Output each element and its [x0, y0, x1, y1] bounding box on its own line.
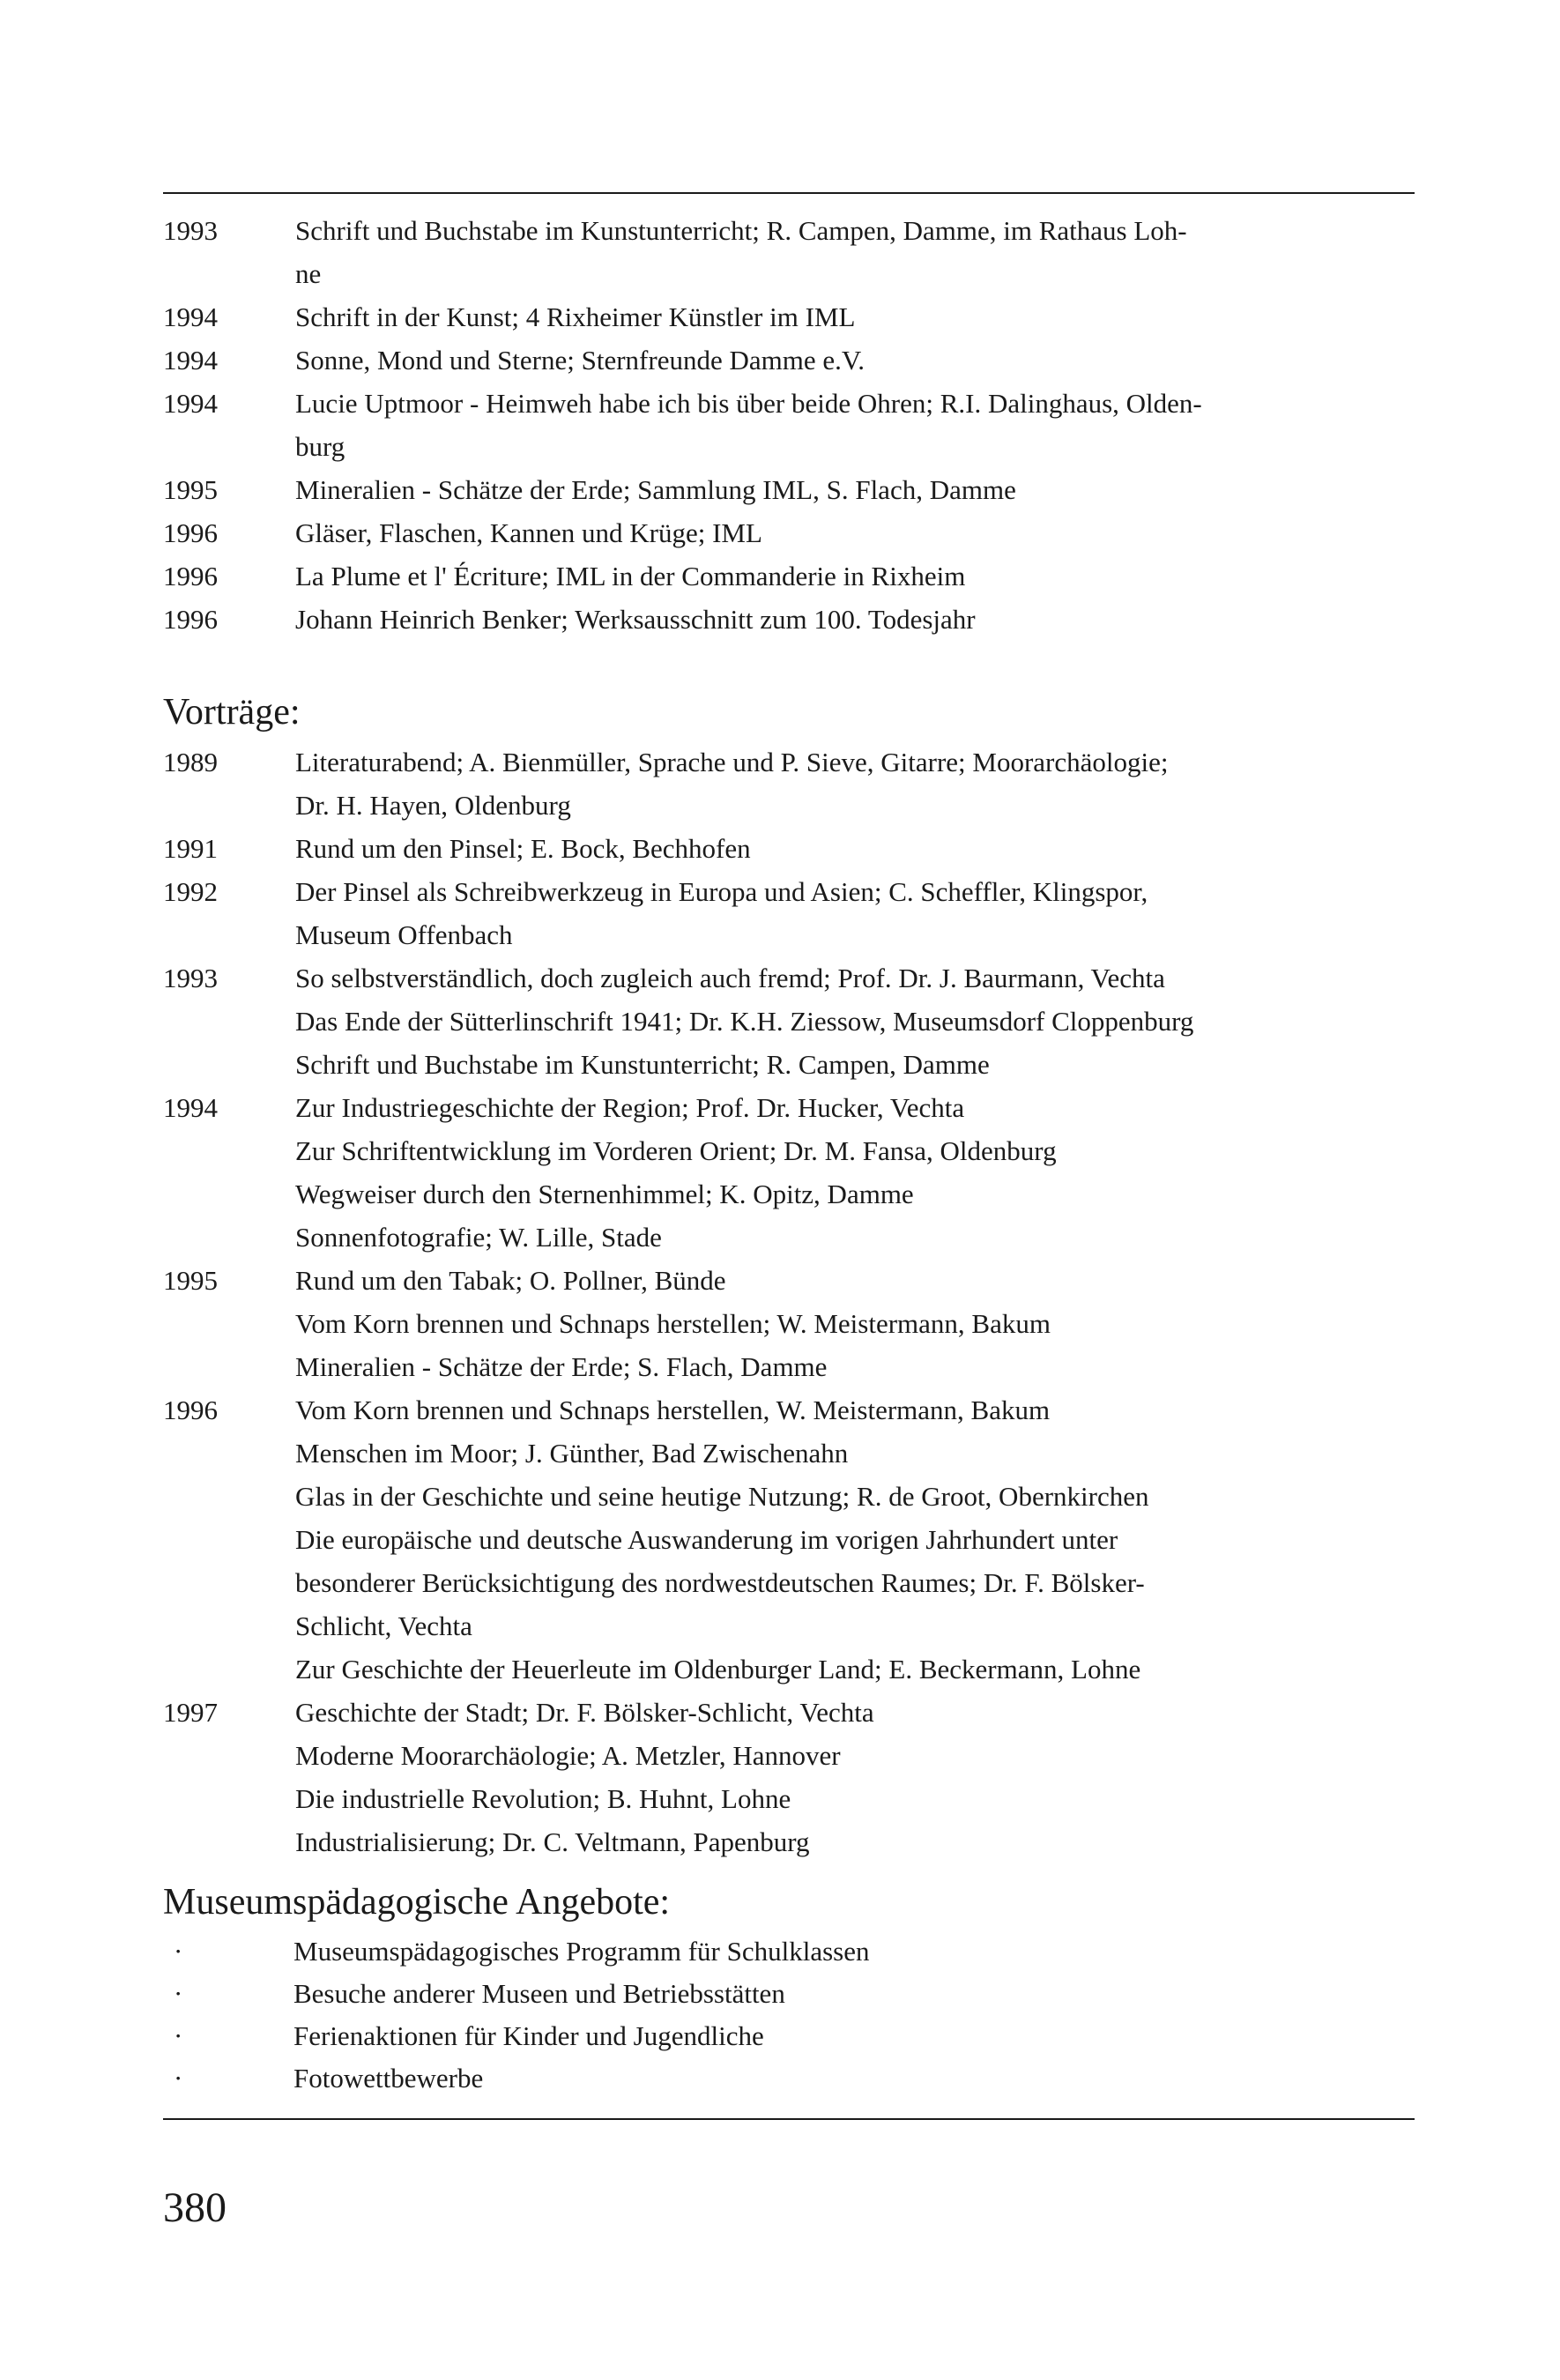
text-line: Schlicht, Vechta — [295, 1610, 472, 1641]
text-line: Zur Industriegeschichte der Region; Prof. Dr. Hucker, Vechta — [295, 1092, 965, 1123]
text-line: Menschen im Moor; J. Günther, Bad Zwischenahn — [295, 1438, 849, 1469]
list-item-text: Besuche anderer Museen und Betriebsstätten — [293, 1978, 785, 2009]
text-line: burg — [295, 431, 345, 462]
exhibitions-list — [163, 209, 1415, 641]
list-item — [163, 1086, 1415, 1259]
entry-text — [295, 1259, 1415, 1388]
text-line: Literaturabend; A. Bienmüller, Sprache und P. Sieve, Gitarre; Moorarchäologie; — [295, 747, 1169, 777]
bullet-icon: · — [174, 2020, 183, 2051]
text-line: Museum Offenbach — [295, 919, 513, 950]
entry-text — [295, 827, 1415, 870]
text-line: Vom Korn brennen und Schnaps herstellen, W. Meistermann, Bakum — [295, 1395, 1051, 1425]
text-line: Das Ende der Sütterlinschrift 1941; Dr. K.H. Ziessow, Museumsdorf Cloppenburg — [295, 1006, 1194, 1037]
year-label: 1994 — [163, 345, 218, 376]
text-line: Rund um den Tabak; O. Pollner, Bünde — [295, 1265, 726, 1296]
list-item — [163, 209, 1415, 295]
text-line: Gläser, Flaschen, Kannen und Krüge; IML — [295, 517, 762, 548]
text-line: Dr. H. Hayen, Oldenburg — [295, 790, 571, 821]
entry-text — [295, 870, 1415, 956]
entry-text — [295, 468, 1415, 511]
year-label: 1994 — [163, 388, 218, 419]
list-item-text: Ferienaktionen für Kinder und Jugendliche — [293, 2020, 764, 2051]
year-label: 1996 — [163, 561, 218, 591]
page-number: 380 — [163, 2184, 227, 2231]
text-line: Die industrielle Revolution; B. Huhnt, Lohne — [295, 1783, 791, 1814]
year-label: 1991 — [163, 833, 218, 864]
list-item — [163, 1973, 1415, 2015]
text-line: Moderne Moorarchäologie; A. Metzler, Hannover — [295, 1740, 841, 1771]
bullet-icon: · — [174, 1978, 183, 2009]
list-item — [163, 598, 1415, 641]
text-line: Geschichte der Stadt; Dr. F. Bölsker-Schlicht, Vechta — [295, 1697, 874, 1728]
year-label: 1996 — [163, 517, 218, 548]
text-line: Schrift und Buchstabe im Kunstunterricht; R. Campen, Damme — [295, 1049, 990, 1080]
list-item — [163, 2057, 1415, 2100]
list-item — [163, 382, 1415, 468]
text-line: ne — [295, 258, 322, 289]
entry-text — [295, 511, 1415, 554]
list-item — [163, 295, 1415, 338]
list-item — [163, 338, 1415, 382]
year-label: 1996 — [163, 1395, 218, 1425]
entry-text — [295, 554, 1415, 598]
year-label: 1992 — [163, 876, 218, 907]
list-item — [163, 468, 1415, 511]
year-label: 1994 — [163, 1092, 218, 1123]
text-line: Schrift und Buchstabe im Kunstunterricht; R. Campen, Damme, im Rathaus Loh- — [295, 215, 1187, 246]
text-line: Sonne, Mond und Sterne; Sternfreunde Damme e.V. — [295, 345, 865, 376]
list-item — [163, 511, 1415, 554]
bullet-icon: · — [174, 2063, 183, 2094]
text-line: Wegweiser durch den Sternenhimmel; K. Opitz, Damme — [295, 1179, 914, 1209]
lectures-heading: Vorträge: — [163, 692, 301, 733]
lectures-list — [163, 740, 1415, 1863]
list-item — [163, 2015, 1415, 2057]
text-line: Schrift in der Kunst; 4 Rixheimer Künstler im IML — [295, 301, 856, 332]
year-label: 1993 — [163, 963, 218, 993]
year-label: 1993 — [163, 215, 218, 246]
list-item — [163, 827, 1415, 870]
list-item-text: Fotowettbewerbe — [293, 2063, 484, 2094]
bottom-rule — [163, 2118, 1415, 2120]
text-line: Glas in der Geschichte und seine heutige Nutzung; R. de Groot, Obernkirchen — [295, 1481, 1149, 1512]
entry-text — [295, 1388, 1415, 1691]
entry-text — [295, 338, 1415, 382]
year-label: 1997 — [163, 1697, 218, 1728]
museum-education-list — [163, 1930, 1415, 2100]
entry-text — [295, 1086, 1415, 1259]
list-item-text: Museumspädagogisches Programm für Schulklassen — [293, 1936, 870, 1967]
list-item — [163, 956, 1415, 1086]
bullet-icon: · — [174, 1936, 183, 1967]
list-item — [163, 1388, 1415, 1691]
text-line: Zur Geschichte der Heuerleute im Oldenburger Land; E. Beckermann, Lohne — [295, 1654, 1141, 1685]
text-line: So selbstverständlich, doch zugleich auch fremd; Prof. Dr. J. Baurmann, Vechta — [295, 963, 1165, 993]
text-line: Zur Schriftentwicklung im Vorderen Orient; Dr. M. Fansa, Oldenburg — [295, 1135, 1057, 1166]
entry-text — [295, 956, 1415, 1086]
list-item — [163, 740, 1415, 827]
list-item — [163, 554, 1415, 598]
year-label: 1994 — [163, 301, 218, 332]
text-line: La Plume et l' Écriture; IML in der Commanderie in Rixheim — [295, 561, 966, 591]
text-line: Mineralien - Schätze der Erde; S. Flach, Damme — [295, 1351, 828, 1382]
text-line: Johann Heinrich Benker; Werksausschnitt zum 100. Todesjahr — [295, 604, 976, 635]
text-line: Rund um den Pinsel; E. Bock, Bechhofen — [295, 833, 751, 864]
list-item — [163, 1259, 1415, 1388]
text-line: Der Pinsel als Schreibwerkzeug in Europa und Asien; C. Scheffler, Klingspor, — [295, 876, 1148, 907]
list-item — [163, 1930, 1415, 1973]
entry-text — [295, 209, 1415, 295]
year-label: 1996 — [163, 604, 218, 635]
year-label: 1989 — [163, 747, 218, 777]
text-line: Die europäische und deutsche Auswanderung im vorigen Jahrhundert unter — [295, 1524, 1118, 1555]
entry-text — [295, 1691, 1415, 1863]
year-label: 1995 — [163, 474, 218, 505]
text-line: Lucie Uptmoor - Heimweh habe ich bis über beide Ohren; R.I. Dalinghaus, Olden- — [295, 388, 1202, 419]
museum-education-heading: Museumspädagogische Angebote: — [163, 1882, 671, 1923]
text-line: besonderer Berücksichtigung des nordwestdeutschen Raumes; Dr. F. Bölsker- — [295, 1567, 1145, 1598]
list-item — [163, 870, 1415, 956]
list-item — [163, 1691, 1415, 1863]
museum-education-section — [163, 1878, 1415, 2100]
text-line: Vom Korn brennen und Schnaps herstellen; W. Meistermann, Bakum — [295, 1308, 1051, 1339]
lectures-section — [163, 688, 1415, 1863]
entry-text — [295, 598, 1415, 641]
text-line: Industrialisierung; Dr. C. Veltmann, Papenburg — [295, 1826, 810, 1857]
year-label: 1995 — [163, 1265, 218, 1296]
text-line: Sonnenfotografie; W. Lille, Stade — [295, 1222, 662, 1253]
entry-text — [295, 740, 1415, 827]
text-line: Mineralien - Schätze der Erde; Sammlung IML, S. Flach, Damme — [295, 474, 1016, 505]
top-rule — [163, 192, 1415, 194]
entry-text — [295, 382, 1415, 468]
entry-text — [295, 295, 1415, 338]
